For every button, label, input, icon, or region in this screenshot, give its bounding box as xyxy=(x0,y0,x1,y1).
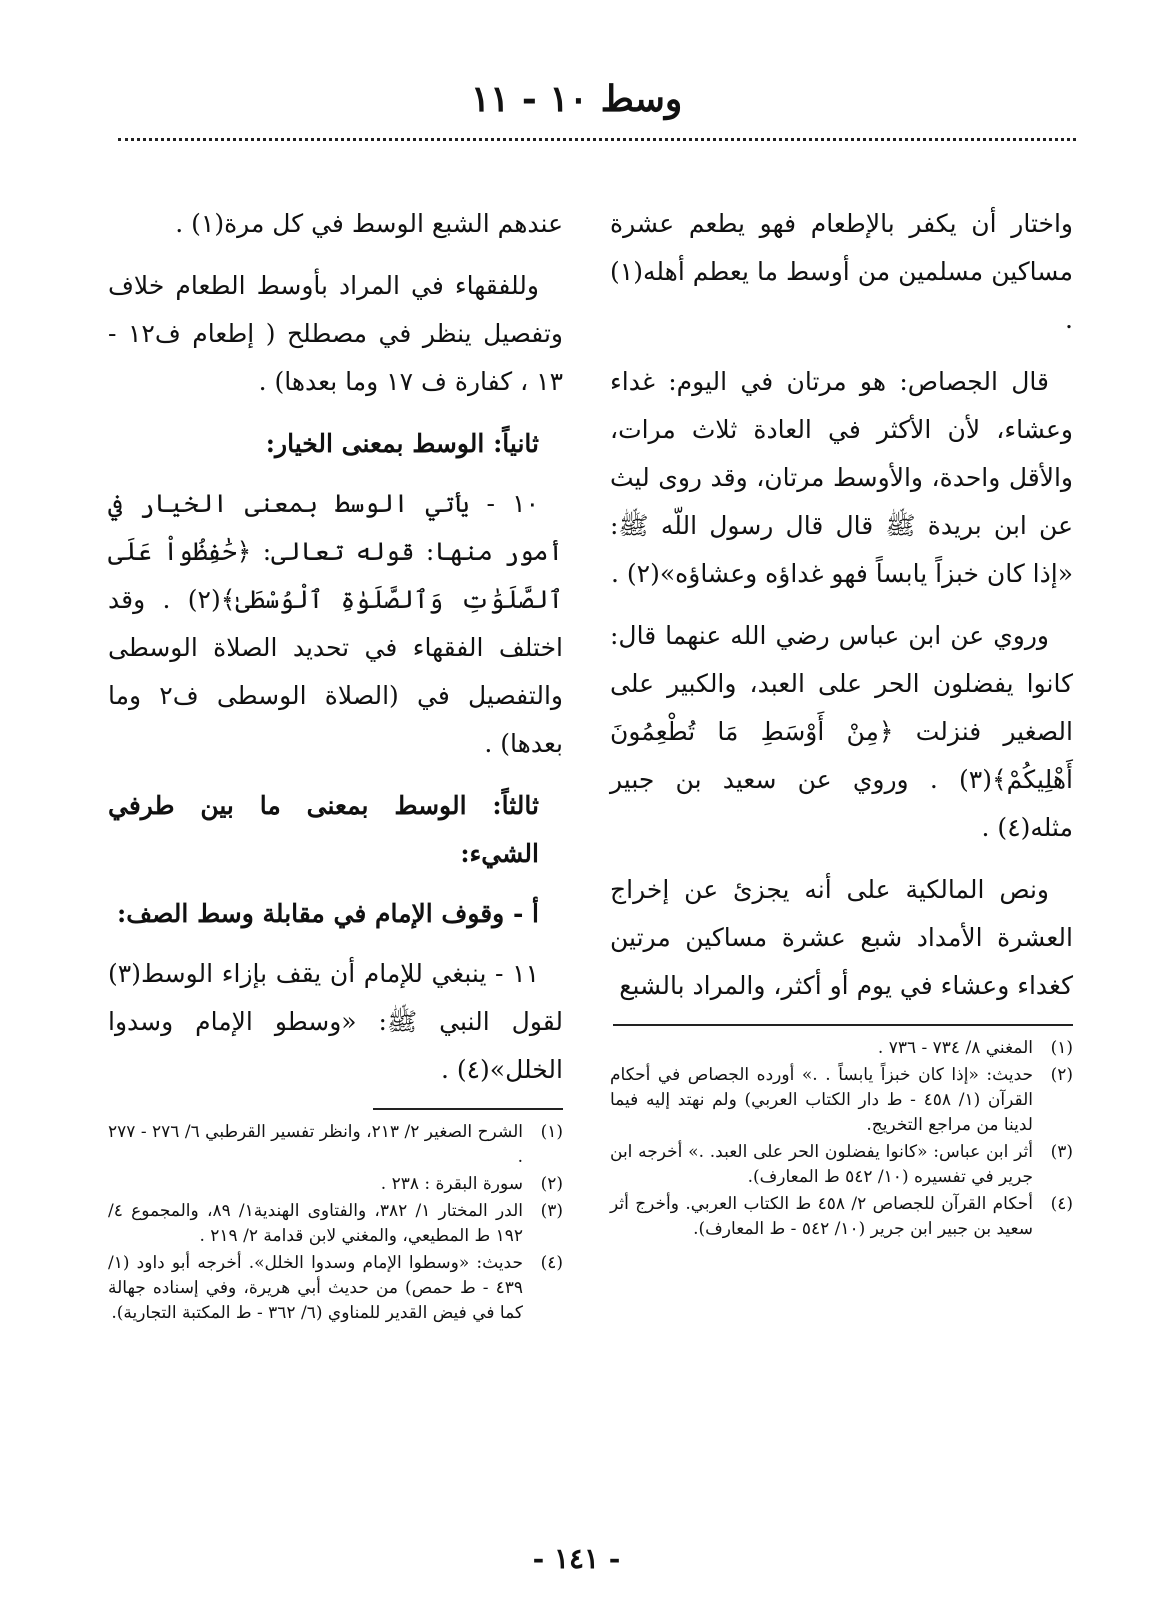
left-paragraph-1: عندهم الشبع الوسط في كل مرة(١) . xyxy=(175,209,563,238)
left-paragraph-3: ١٠ - يأتي الوسط بمعنى الخيار في أمور منها: قوله تعالى: ﴿حَٰفِظُواْ عَلَى ٱلصَّلَوَٰتِ وَٱلصَّلَوٰةِ ٱلْوُسْطَىٰ﴾(٢) . وقد اختلف الفقهاء في تحديد الصلاة الوسطى والتفصيل في (الصلاة الوسطى ف٢ وما بعدها) . xyxy=(108,489,563,758)
footnote-number: (٢) xyxy=(1050,1065,1073,1085)
footnote-number: (١) xyxy=(1050,1038,1073,1058)
left-paragraph-4: ١١ - ينبغي للإمام أن يقف بإزاء الوسط(٣) لقول النبي ﷺ: «وسطو الإمام وسدوا الخلل»(٤) . xyxy=(108,959,563,1084)
right-paragraph-3: وروي عن ابن عباس رضي الله عنهما قال: كانوا يفضلون الحر على العبد، والكبير على الصغير فنزلت ﴿مِنْ أَوْسَطِ مَا تُطْعِمُونَ أَهْلِيكُمْ﴾(٣) . وروي عن سعيد بن جبير مثله(٤) . xyxy=(610,621,1073,842)
footnote-number: (١) xyxy=(540,1122,563,1142)
footnote-text: الدر المختار ١/ ٣٨٢، والفتاوى الهندية١/ ٨٩، والمجموع ٤/ ١٩٢ ط المطيعي، والمغني لابن قدامة ٢/ ٢١٩ . xyxy=(108,1201,523,1246)
footnote-number: (٤) xyxy=(540,1253,563,1273)
footnote-number: (٣) xyxy=(540,1201,563,1221)
left-footnote-1 xyxy=(108,1120,563,1170)
right-paragraph-2: قال الجصاص: هو مرتان في اليوم: غداء وعشاء، لأن الأكثر في العادة ثلاث مرات، والأقل واحدة، والأوسط مرتان، وقد روى ليث عن ابن بريدة ﷺ قال قال رسول اللّه ﷺ: «إذا كان خبزاً يابساً فهو غداؤه وعشاؤه»(٢) . xyxy=(610,367,1073,588)
right-footnote-4 xyxy=(610,1192,1073,1242)
header-dotted-divider xyxy=(118,138,1076,141)
page-number: - ١٤١ - xyxy=(532,1542,621,1575)
footnote-text: حديث: «وسطوا الإمام وسدوا الخلل». أخرجه أبو داود (١/ ٤٣٩ - ط حمص) من حديث أبي هريرة، وفي إسناده جهالة كما في فيض القدير للمناوي (٦/ ٣٦٢ - ط المكتبة التجارية). xyxy=(108,1253,523,1323)
left-footnote-4 xyxy=(108,1251,563,1326)
right-paragraph-4: ونص المالكية على أنه يجزئ عن إخراج العشرة الأمداد شبع عشرة مساكين مرتين كغداء وعشاء في يوم أو أكثر، والمراد بالشبع xyxy=(610,875,1073,1000)
page-header-title: وسط ١٠ - ١١ xyxy=(470,78,683,120)
section-heading-tarafay: ثالثاً: الوسط بمعنى ما بين طرفي الشيء: xyxy=(108,791,539,868)
right-footnote-3 xyxy=(610,1140,1073,1190)
footnote-text: المغني ٨/ ٧٣٤ - ٧٣٦ . xyxy=(877,1038,1033,1058)
right-column xyxy=(610,200,1073,1244)
left-footnote-3 xyxy=(108,1199,563,1249)
left-column xyxy=(108,200,563,1328)
footnote-text: أحكام القرآن للجصاص ٢/ ٤٥٨ ط الكتاب العربي. وأخرج أثر سعيد بن جبير ابن جرير (١٠/ ٥٤٢ - ط المعارف). xyxy=(610,1194,1033,1239)
footnote-text: أثر ابن عباس: «كانوا يفضلون الحر على العبد. .» أخرجه ابن جرير في تفسيره (١٠/ ٥٤٢ ط المعارف). xyxy=(610,1142,1033,1187)
footnote-text: سورة البقرة : ٢٣٨ . xyxy=(380,1174,523,1194)
right-footnote-2 xyxy=(610,1063,1073,1138)
footnote-number: (٢) xyxy=(540,1174,563,1194)
subsection-heading-imam: أ - وقوف الإمام في مقابلة وسط الصف: xyxy=(117,899,539,928)
footnote-number: (٤) xyxy=(1050,1194,1073,1214)
footnote-text: الشرح الصغير ٢/ ٢١٣، وانظر تفسير القرطبي ٦/ ٢٧٦ - ٢٧٧ . xyxy=(108,1122,524,1167)
right-footnote-divider xyxy=(613,1024,1073,1026)
left-paragraph-2: وللفقهاء في المراد بأوسط الطعام خلاف وتفصيل ينظر في مصطلح ( إطعام ف١٢ - ١٣ ، كفارة ف ١٧ وما بعدها) . xyxy=(108,271,563,396)
footnote-number: (٣) xyxy=(1050,1142,1073,1162)
right-paragraph-1: واختار أن يكفر بالإطعام فهو يطعم عشرة مساكين مسلمين من أوسط ما يعطم أهله(١) . xyxy=(610,209,1073,334)
footnote-text: حديث: «إذا كان خبزاً يابساً . .» أورده الجصاص في أحكام القرآن (١/ ٤٥٨ - ط دار الكتاب العربي) ولم نهتد إليه فيما لدينا من مراجع التخريج. xyxy=(610,1065,1033,1135)
right-footnote-1 xyxy=(610,1036,1073,1061)
section-heading-khiyar: ثانياً: الوسط بمعنى الخيار: xyxy=(265,429,539,458)
left-footnote-2 xyxy=(108,1172,563,1197)
left-footnote-divider xyxy=(373,1108,563,1110)
